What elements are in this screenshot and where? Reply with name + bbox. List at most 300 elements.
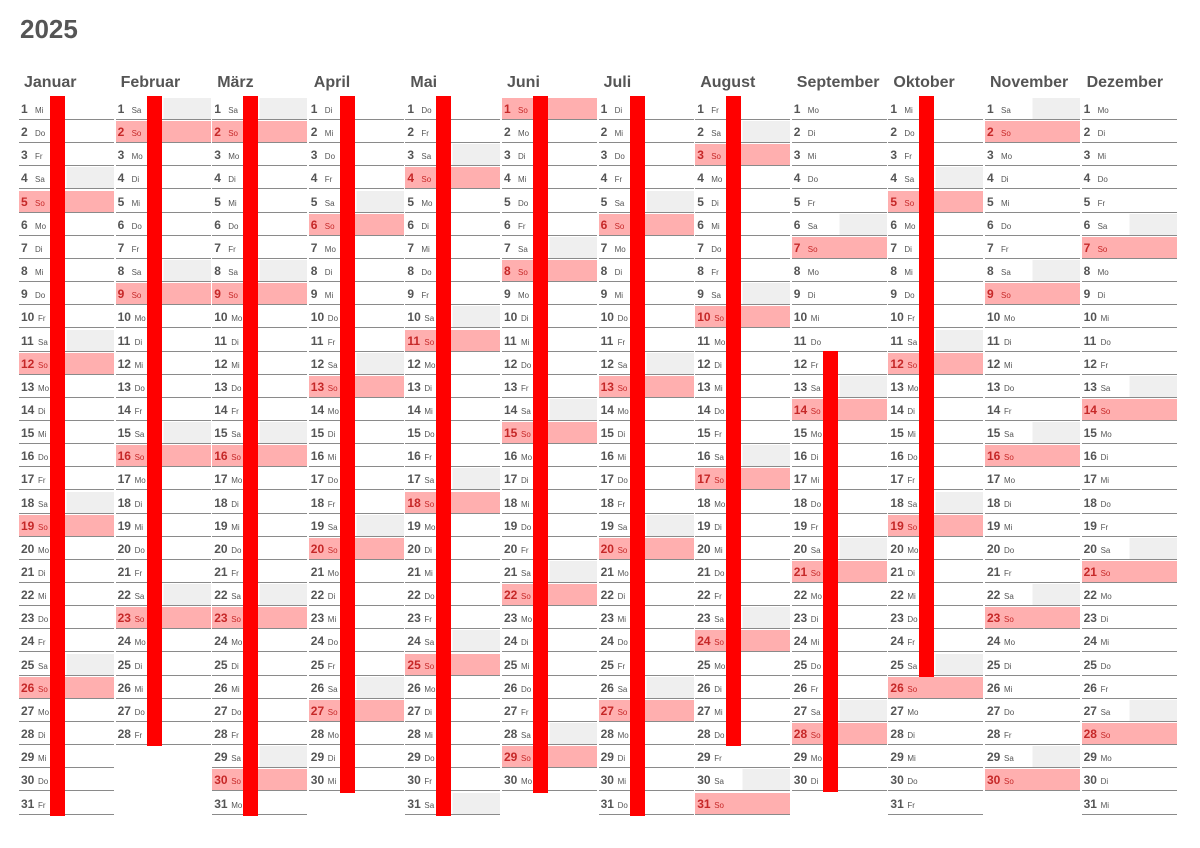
day-number: 4 xyxy=(600,171,608,186)
weekday-label: Sa xyxy=(231,592,241,602)
day-number: 27 xyxy=(407,703,421,718)
weekday-label: Mi xyxy=(1097,152,1107,162)
weekday-label: Mi xyxy=(231,522,240,532)
day-cell xyxy=(309,746,404,768)
month-name: September xyxy=(796,74,880,91)
weekday-label: Do xyxy=(421,268,432,278)
day-number: 3 xyxy=(1083,148,1091,163)
day-cell xyxy=(212,584,307,606)
day-cell xyxy=(212,191,307,213)
day-number: 12 xyxy=(504,356,518,371)
day-cell xyxy=(116,515,211,537)
day-cell xyxy=(888,746,983,768)
weekday-label: Fr xyxy=(231,569,239,578)
day-number: 13 xyxy=(310,379,325,394)
weekday-label: Sa xyxy=(324,198,335,208)
weekday-label: Mi xyxy=(1004,360,1013,370)
day-number: 22 xyxy=(407,588,421,603)
day-cell xyxy=(695,561,790,583)
day-cell xyxy=(502,561,597,583)
day-number: 14 xyxy=(600,402,614,417)
day-cell xyxy=(888,237,983,259)
month-name: Juni xyxy=(507,74,540,91)
weekday-label: Sa xyxy=(424,476,435,486)
weekday-label: Do xyxy=(907,615,918,625)
weekday-label: Do xyxy=(617,314,628,324)
day-number: 27 xyxy=(504,703,518,718)
weekday-label: Di xyxy=(35,244,43,254)
day-number: 29 xyxy=(21,750,35,765)
weekday-label: Fr xyxy=(907,800,915,810)
weekday-label: Do xyxy=(324,152,336,162)
day-cell xyxy=(985,167,1080,189)
weekday-label: Sa xyxy=(807,221,818,231)
day-number: 4 xyxy=(793,171,801,186)
day-number: 28 xyxy=(214,727,228,742)
weekday-label: So xyxy=(907,360,918,370)
weekday-label: So xyxy=(714,476,724,486)
weekday-label: Sa xyxy=(1100,707,1111,717)
day-cell xyxy=(695,214,790,236)
day-cell xyxy=(309,237,404,259)
day-number: 16 xyxy=(793,449,808,464)
day-number: 15 xyxy=(504,426,518,441)
weekday-label: Mi xyxy=(807,152,817,162)
day-number: 20 xyxy=(1083,541,1097,556)
weekday-label: Sa xyxy=(810,707,821,717)
weekday-label: Mo xyxy=(907,383,919,393)
day-number: 21 xyxy=(407,565,421,579)
day-number: 28 xyxy=(310,727,325,742)
day-number: 26 xyxy=(890,680,904,695)
day-cell xyxy=(116,98,211,120)
weekday-label: Fr xyxy=(1004,406,1012,416)
day-number: 23 xyxy=(697,611,711,626)
weekday-label: Sa xyxy=(35,175,45,185)
day-cell xyxy=(888,677,983,699)
day-cell xyxy=(19,468,114,490)
day-cell xyxy=(985,376,1080,398)
weekday-label: Sa xyxy=(904,175,915,185)
day-cell xyxy=(599,561,694,583)
day-cell xyxy=(695,422,790,444)
day-number: 25 xyxy=(600,657,614,672)
day-cell xyxy=(212,561,307,583)
day-cell xyxy=(888,515,983,537)
weekday-label: Mi xyxy=(424,569,433,578)
day-number: 16 xyxy=(600,449,614,464)
day-cell xyxy=(309,654,404,676)
day-cell xyxy=(985,515,1080,537)
day-cell xyxy=(212,353,307,375)
day-cell xyxy=(888,191,983,213)
weekday-label: Do xyxy=(521,522,532,532)
day-number: 12 xyxy=(310,356,325,371)
weekday-label: Sa xyxy=(1004,430,1014,440)
day-cell xyxy=(212,306,307,328)
weekday-label: Sa xyxy=(131,268,142,278)
day-number: 1 xyxy=(117,102,125,116)
day-number: 16 xyxy=(407,449,421,464)
day-cell xyxy=(405,654,500,676)
day-cell xyxy=(985,445,1080,467)
day-number: 7 xyxy=(504,240,511,255)
day-cell xyxy=(19,330,114,352)
weekday-label: Do xyxy=(38,615,49,625)
day-cell xyxy=(502,468,597,490)
weekday-label: Mo xyxy=(714,337,726,347)
day-cell xyxy=(405,492,500,514)
day-cell xyxy=(212,167,307,189)
weekday-label: Do xyxy=(904,129,915,139)
weekday-label: Mi xyxy=(424,731,433,741)
weekday-label: So xyxy=(1004,453,1014,463)
weekday-label: Sa xyxy=(521,569,531,578)
weekday-label: Sa xyxy=(617,360,628,370)
weekday-label: Mo xyxy=(231,476,243,486)
weekday-label: Fr xyxy=(131,244,140,254)
day-number: 25 xyxy=(890,657,904,672)
weekday-label: Mi xyxy=(35,268,44,278)
day-cell xyxy=(212,515,307,537)
weekday-label: Fr xyxy=(134,569,143,578)
day-number: 12 xyxy=(117,356,131,371)
weekday-label: Mo xyxy=(521,453,533,463)
day-number: 4 xyxy=(1083,171,1091,186)
day-cell xyxy=(695,121,790,143)
day-number: 20 xyxy=(504,541,518,556)
day-number: 20 xyxy=(117,541,131,556)
day-cell xyxy=(985,677,1080,699)
weekday-label: Di xyxy=(711,198,719,208)
day-number: 7 xyxy=(214,240,221,255)
day-cell xyxy=(19,654,114,676)
weekday-label: Fr xyxy=(521,707,529,717)
weekday-label: Mo xyxy=(134,638,146,648)
day-number: 15 xyxy=(214,426,228,441)
weekday-label: Do xyxy=(1004,707,1015,717)
weekday-label: Fr xyxy=(38,476,46,486)
day-cell xyxy=(405,677,500,699)
weekday-label: Fr xyxy=(38,314,46,324)
day-number: 6 xyxy=(793,217,801,232)
day-cell xyxy=(695,584,790,606)
weekday-label: Mi xyxy=(521,661,530,671)
day-number: 7 xyxy=(407,240,415,255)
day-number: 25 xyxy=(117,657,131,672)
day-number: 3 xyxy=(987,148,994,163)
day-number: 6 xyxy=(117,217,125,232)
day-number: 10 xyxy=(117,310,131,325)
month-name: Juli xyxy=(603,74,632,91)
day-number: 31 xyxy=(697,796,711,811)
day-number: 25 xyxy=(793,657,808,672)
day-number: 31 xyxy=(21,796,35,811)
day-cell xyxy=(888,561,983,583)
weekday-label: Mi xyxy=(38,430,47,440)
day-cell xyxy=(309,376,404,398)
day-cell xyxy=(985,191,1080,213)
day-cell xyxy=(405,330,500,352)
month-name: März xyxy=(217,74,254,91)
weekday-label: Sa xyxy=(521,406,531,416)
month-column xyxy=(1082,0,1177,848)
day-cell xyxy=(19,445,114,467)
day-number: 16 xyxy=(890,449,904,464)
weekday-label: So xyxy=(518,268,528,278)
day-number: 15 xyxy=(793,426,808,441)
day-cell xyxy=(985,607,1080,629)
weekday-label: Fr xyxy=(617,499,626,509)
weekday-label: So xyxy=(1100,569,1111,578)
day-cell xyxy=(695,793,790,815)
day-number: 11 xyxy=(987,333,1000,348)
day-number: 21 xyxy=(793,565,808,579)
day-cell xyxy=(1082,700,1177,722)
day-cell xyxy=(985,353,1080,375)
day-cell xyxy=(888,793,983,815)
day-cell xyxy=(1082,237,1177,259)
weekday-label: Sa xyxy=(134,430,145,440)
day-number: 1 xyxy=(697,102,704,116)
weekday-label: Do xyxy=(521,360,532,370)
day-number: 12 xyxy=(600,356,614,371)
day-cell xyxy=(116,191,211,213)
day-number: 22 xyxy=(117,588,131,603)
weekday-label: Do xyxy=(807,175,819,185)
day-cell xyxy=(1082,98,1177,120)
day-number: 11 xyxy=(117,333,131,348)
day-cell xyxy=(405,561,500,583)
weekday-label: Mi xyxy=(521,499,530,509)
day-cell xyxy=(405,723,500,745)
weekday-label: Mo xyxy=(711,175,723,185)
day-cell xyxy=(599,793,694,815)
weekday-label: Mi xyxy=(904,268,913,278)
day-number: 8 xyxy=(1083,264,1091,279)
day-cell xyxy=(985,306,1080,328)
day-cell xyxy=(695,353,790,375)
day-cell xyxy=(695,191,790,213)
weekday-label: Sa xyxy=(38,499,48,509)
day-cell xyxy=(985,237,1080,259)
weekday-label: Mi xyxy=(907,430,916,440)
day-number: 21 xyxy=(890,565,904,579)
day-cell xyxy=(1082,399,1177,421)
day-cell xyxy=(309,121,404,143)
day-number: 20 xyxy=(407,541,421,556)
day-cell xyxy=(116,630,211,652)
day-number: 28 xyxy=(987,727,1001,742)
day-number: 19 xyxy=(987,518,1001,533)
day-cell xyxy=(309,769,404,791)
weekday-label: Mo xyxy=(424,684,436,694)
weekday-label: Fr xyxy=(1100,522,1109,532)
weekday-label: Di xyxy=(231,499,239,509)
day-cell xyxy=(116,492,211,514)
day-number: 28 xyxy=(407,727,421,742)
weekday-label: Do xyxy=(38,777,49,787)
weekday-label: Di xyxy=(807,291,816,301)
day-number: 9 xyxy=(310,287,318,302)
day-cell xyxy=(599,330,694,352)
weekday-label: Mo xyxy=(714,499,726,509)
weekday-label: So xyxy=(1100,731,1111,741)
weekday-label: Di xyxy=(38,731,46,741)
weekday-label: Do xyxy=(810,661,822,671)
day-cell xyxy=(19,746,114,768)
weekday-label: Fr xyxy=(231,406,239,416)
weekday-label: Sa xyxy=(1001,106,1011,115)
day-cell xyxy=(405,283,500,305)
weekday-label: Do xyxy=(134,383,145,393)
day-number: 19 xyxy=(214,518,228,533)
day-cell xyxy=(19,723,114,745)
weekday-label: Mo xyxy=(810,430,822,440)
day-number: 4 xyxy=(890,171,898,186)
day-cell xyxy=(985,769,1080,791)
day-number: 13 xyxy=(793,379,808,394)
day-cell xyxy=(19,584,114,606)
day-number: 30 xyxy=(1083,773,1097,788)
day-number: 24 xyxy=(117,634,131,649)
weekday-label: Di xyxy=(714,522,722,532)
day-cell xyxy=(309,191,404,213)
day-cell xyxy=(116,584,211,606)
day-number: 18 xyxy=(793,495,808,510)
day-number: 17 xyxy=(407,472,421,487)
day-cell xyxy=(212,445,307,467)
day-number: 20 xyxy=(793,541,808,556)
day-number: 19 xyxy=(504,518,518,533)
day-number: 14 xyxy=(310,402,325,417)
weekday-label: Di xyxy=(907,731,915,741)
day-cell xyxy=(405,422,500,444)
day-cell xyxy=(888,399,983,421)
day-cell xyxy=(792,468,887,490)
day-number: 23 xyxy=(504,611,518,626)
weekday-label: So xyxy=(131,291,142,301)
day-cell xyxy=(599,515,694,537)
weekday-label: Sa xyxy=(810,545,821,555)
day-number: 17 xyxy=(987,472,1001,487)
day-cell xyxy=(1082,584,1177,606)
weekday-label: Di xyxy=(521,476,529,486)
day-number: 25 xyxy=(504,657,518,672)
day-number: 19 xyxy=(310,518,325,533)
day-cell xyxy=(599,700,694,722)
day-number: 21 xyxy=(600,565,614,579)
day-cell xyxy=(116,654,211,676)
day-cell xyxy=(599,492,694,514)
day-cell xyxy=(502,746,597,768)
day-cell xyxy=(502,283,597,305)
weekday-label: So xyxy=(807,244,818,254)
day-cell xyxy=(695,700,790,722)
day-cell xyxy=(212,468,307,490)
day-cell xyxy=(599,746,694,768)
day-number: 8 xyxy=(987,264,994,279)
day-number: 23 xyxy=(214,611,228,626)
day-cell xyxy=(502,492,597,514)
day-cell xyxy=(309,98,404,120)
day-number: 13 xyxy=(600,379,614,394)
day-number: 23 xyxy=(117,611,131,626)
day-cell xyxy=(19,607,114,629)
day-cell xyxy=(19,237,114,259)
day-cell xyxy=(309,561,404,583)
day-cell xyxy=(309,214,404,236)
day-number: 6 xyxy=(214,217,221,232)
weekday-label: Sa xyxy=(907,661,918,671)
day-number: 25 xyxy=(214,657,228,672)
day-cell xyxy=(1082,746,1177,768)
day-cell xyxy=(695,283,790,305)
day-number: 30 xyxy=(310,773,325,788)
period-bar xyxy=(726,96,741,746)
day-cell xyxy=(502,607,597,629)
weekday-label: Fr xyxy=(521,545,529,555)
day-number: 30 xyxy=(214,773,228,788)
day-number: 21 xyxy=(310,565,325,579)
day-cell xyxy=(792,376,887,398)
weekday-label: Fr xyxy=(711,268,719,278)
day-cell xyxy=(19,353,114,375)
day-cell xyxy=(212,376,307,398)
day-cell xyxy=(792,584,887,606)
day-cell xyxy=(502,399,597,421)
day-number: 9 xyxy=(117,287,125,302)
day-cell xyxy=(309,630,404,652)
day-cell xyxy=(309,283,404,305)
day-number: 2 xyxy=(987,125,994,140)
day-cell xyxy=(599,98,694,120)
weekday-label: Mo xyxy=(521,777,533,787)
day-cell xyxy=(599,260,694,282)
day-number: 25 xyxy=(987,657,1001,672)
weekday-label: Do xyxy=(617,800,628,810)
day-number: 19 xyxy=(21,518,35,533)
day-cell xyxy=(19,144,114,166)
day-number: 1 xyxy=(890,102,898,116)
weekday-label: Di xyxy=(521,638,529,648)
day-cell xyxy=(792,538,887,560)
day-cell xyxy=(792,607,887,629)
day-cell xyxy=(1082,191,1177,213)
day-number: 5 xyxy=(117,194,125,209)
day-cell xyxy=(212,214,307,236)
weekday-label: Mi xyxy=(134,684,144,694)
day-number: 5 xyxy=(793,194,801,209)
day-cell xyxy=(792,353,887,375)
day-number: 8 xyxy=(890,264,898,279)
day-cell xyxy=(695,260,790,282)
day-cell xyxy=(309,330,404,352)
day-cell xyxy=(792,237,887,259)
day-cell xyxy=(502,584,597,606)
weekday-label: Fr xyxy=(327,499,336,509)
day-cell xyxy=(599,654,694,676)
day-cell xyxy=(599,237,694,259)
weekday-label: So xyxy=(327,383,338,393)
weekday-label: Mi xyxy=(810,314,820,324)
day-number: 18 xyxy=(890,495,904,510)
weekday-label: Di xyxy=(424,545,432,555)
day-number: 15 xyxy=(697,426,711,441)
month-column xyxy=(212,0,307,848)
day-cell xyxy=(695,515,790,537)
day-cell xyxy=(695,237,790,259)
